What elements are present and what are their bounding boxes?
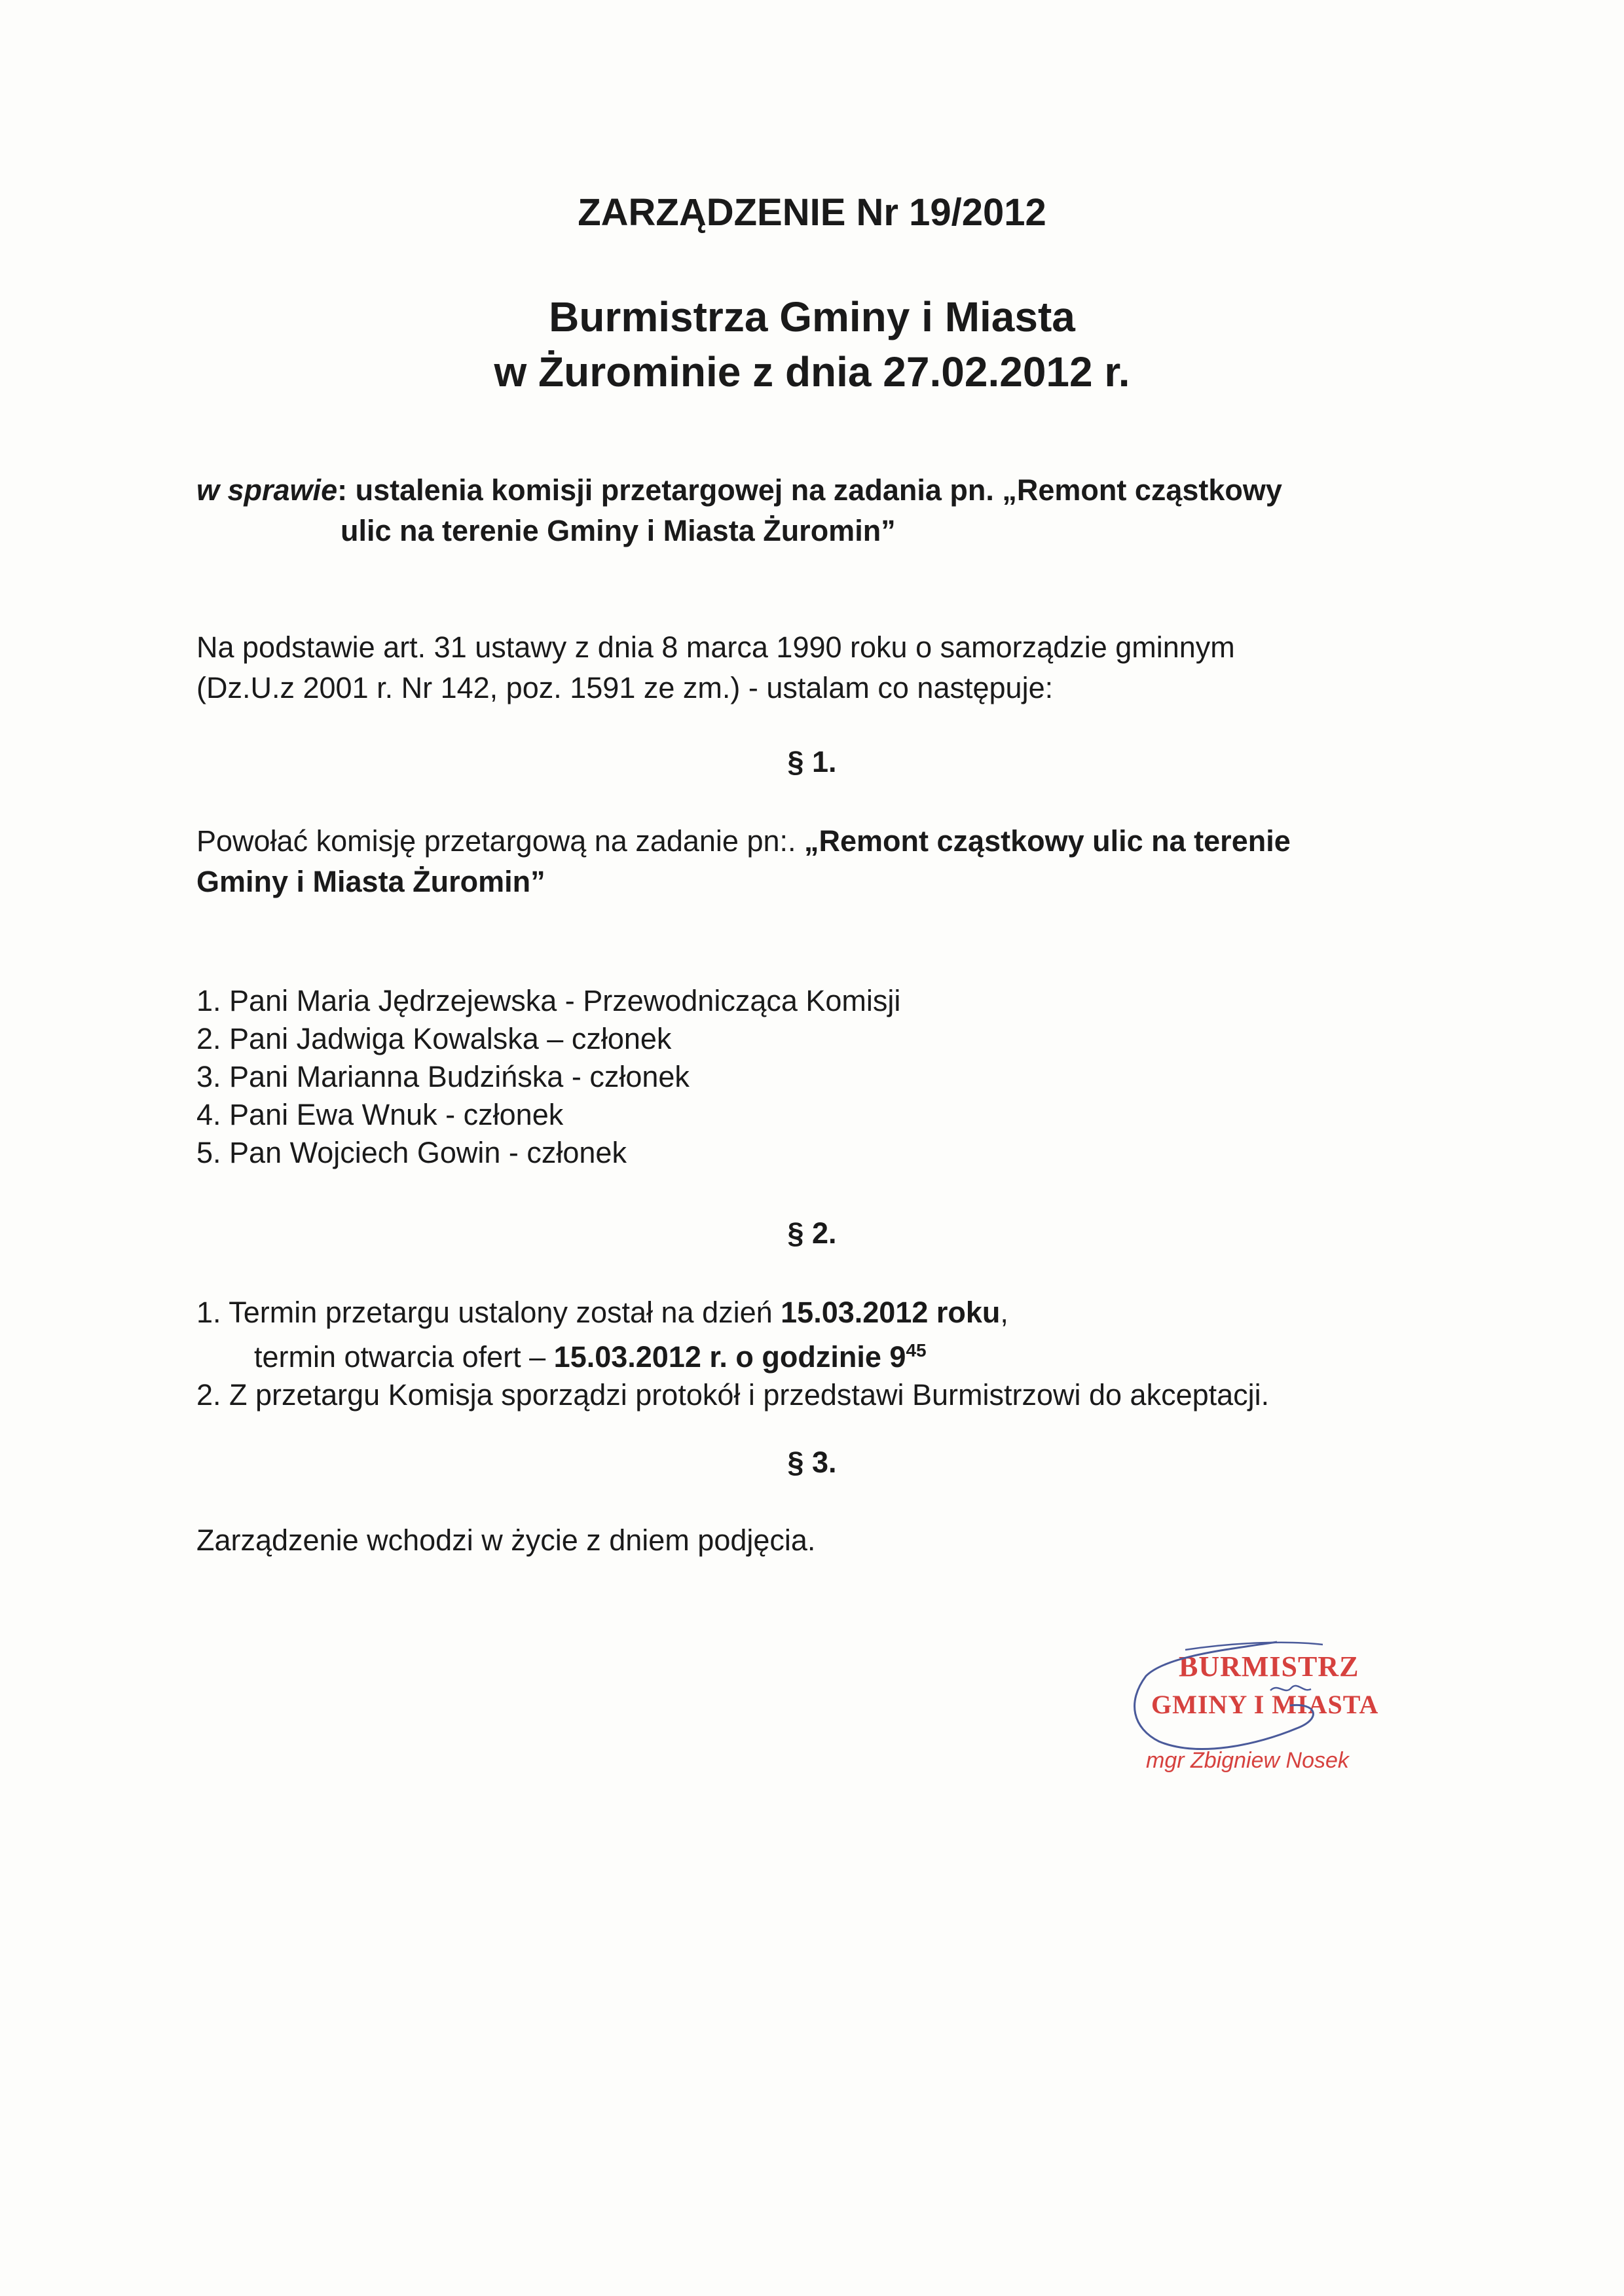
stamp-line-3: mgr Zbigniew Nosek (1146, 1748, 1349, 1773)
stamp-line-1: BURMISTRZ (1179, 1650, 1359, 1683)
section-3-heading: § 3. (787, 1446, 837, 1479)
section-3-text: Zarządzenie wchodzi w życie z dniem podjęcia. (196, 1523, 816, 1557)
subject-label: w sprawie (196, 473, 338, 507)
section-2-body (196, 1294, 1473, 1414)
section-1-intro-plain: Powołać komisję przetargową na zadanie pn:. (196, 824, 805, 858)
issuer-line-2: w Żurominie z dnia 27.02.2012 r. (494, 348, 1130, 395)
document-title: ZARZĄDZENIE Nr 19/2012 (578, 191, 1046, 234)
task-name-part-2: Gminy i Miasta Żuromin” (196, 865, 545, 898)
legal-basis (196, 627, 1428, 708)
issuer-line-1: Burmistrza Gminy i Miasta (549, 293, 1075, 340)
list-item: 2. Pani Jadwiga Kowalska – członek (196, 1022, 672, 1055)
handwritten-signature (1107, 1630, 1434, 1800)
list-item: 5. Pan Wojciech Gowin - członek (196, 1136, 627, 1169)
opening-time-minutes: 45 (906, 1340, 927, 1360)
subject-line-2: ulic na terenie Gminy i Miasta Żuromin” (341, 514, 896, 547)
legal-basis-line-1: Na podstawie art. 31 ustawy z dnia 8 marca 1990 roku o samorządzie gminnym (196, 630, 1235, 664)
subject-text-1: : ustalenia komisji przetargowej na zadania pn. „Remont cząstkowy (337, 473, 1282, 507)
tender-date-prefix: 1. Termin przetargu ustalony został na dzień (196, 1296, 781, 1329)
section-1-heading: § 1. (787, 745, 837, 778)
section-2-heading: § 2. (787, 1216, 837, 1250)
legal-basis-line-2: (Dz.U.z 2001 r. Nr 142, poz. 1591 ze zm.) - ustalam co następuje: (196, 671, 1054, 704)
tender-date: 15.03.2012 roku (781, 1296, 1001, 1329)
subject-line-1 (196, 470, 1441, 511)
opening-date-line (196, 1332, 1473, 1376)
tender-date-suffix: , (1000, 1296, 1008, 1329)
list-item: 3. Pani Marianna Budzińska - członek (196, 1060, 690, 1093)
stamp-line-2: GMINY I MIASTA (1151, 1690, 1379, 1719)
list-item: 1. Pani Maria Jędrzejewska - Przewodnicząca Komisji (196, 984, 901, 1017)
section-1-intro-line-1 (196, 821, 1428, 862)
committee-members-list (196, 982, 1441, 1172)
task-name-part-1: „Remont cząstkowy ulic na terenie (804, 824, 1291, 858)
protocol-line: 2. Z przetargu Komisja sporządzi protokół i przedstawi Burmistrzowi do akceptacji. (196, 1378, 1270, 1412)
list-item: 4. Pani Ewa Wnuk - członek (196, 1098, 564, 1131)
tender-date-line (196, 1294, 1473, 1332)
section-1-intro (196, 821, 1428, 902)
subject-block (196, 470, 1441, 551)
opening-date-prefix: termin otwarcia ofert – (254, 1340, 554, 1374)
opening-date: 15.03.2012 r. o godzinie 9 (553, 1340, 906, 1374)
